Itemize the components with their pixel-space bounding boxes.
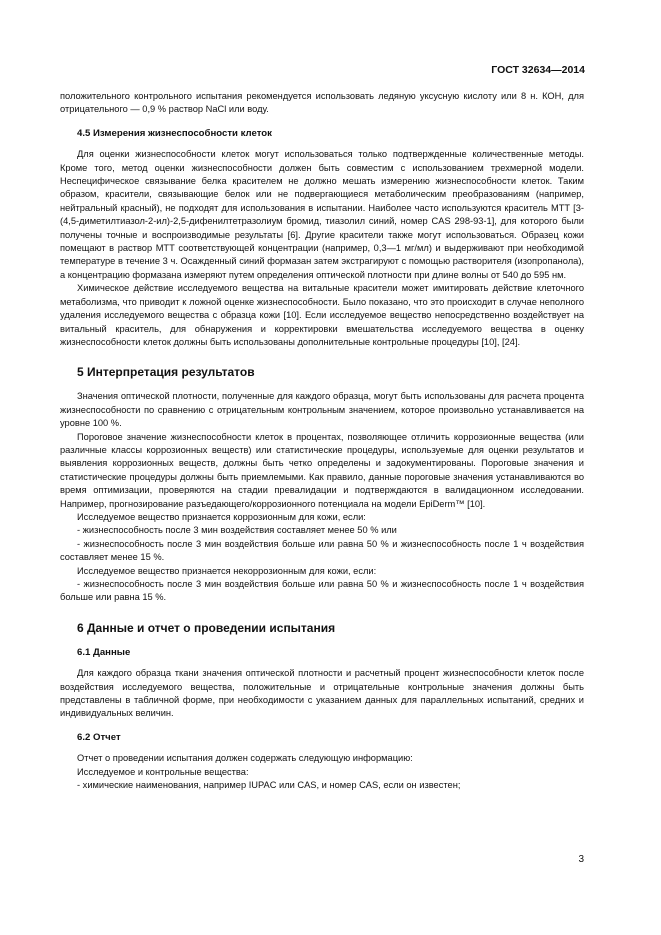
standard-number: ГОСТ 32634—2014 xyxy=(491,64,585,76)
section-4-5-paragraph-2: Химическое действие исследуемого вещества на витальные красители может имитировать действие клеточного метаболизма, что приводит к ложной оценке жизнеспособности. Было показано, что это происходит в случае неполного удаления исследуемого вещества с образца кожи [10]. Если исследуемое вещество непосредственно воздействует на витальный краситель, для обнаружения и корректировки вмешательства исследуемого вещества в оценку жизнеспособности клеток должны быть использованы дополнительные контрольные процедуры [10], [24]. xyxy=(60,283,584,347)
section-5-paragraph-3: Исследуемое вещество признается коррозионным для кожи, если: xyxy=(77,511,366,522)
section-6-2-heading: 6.2 Отчет xyxy=(77,731,121,743)
section-5-paragraph-2: Пороговое значение жизнеспособности клеток в процентах, позволяющее отличить коррозионные вещества (или различные классы коррозионных веществ) или статистические процедуры, используемые для оценки результатов и выявления коррозионных веществ, должны быть четко определены и задокументированы. Пороговые значения и статистические процедуры должны быть приемлемыми. Как правило, данные пороговые значения устанавливаются во время оптимизации, проверяются на стадии превалидации и подтверждаются в валидационном исследовании. Например, прогнозирование разъедающего/коррозионного потенциала на модели EpiDerm™ [10]. xyxy=(60,431,584,509)
section-6-2-paragraph-2: Исследуемое и контрольные вещества: xyxy=(77,766,249,777)
section-5-heading: 5 Интерпретация результатов xyxy=(77,365,255,380)
section-6-1-heading: 6.1 Данные xyxy=(77,646,131,658)
section-4-5-paragraph-1: Для оценки жизнеспособности клеток могут использоваться только подтвержденные количественные методы. Кроме того, метод оценки жизнеспособности должен быть совместим с использованием трехмерной модели. Неспецифическое связывание белка красителем не должно мешать измерению жизнеспособности клеток. Таким образом, красители, связывающие белок или не подвергающиеся метаболическим преобразованиям (например, нейтральный красный), не подходят для использования в испытании. Наиболее часто используются краситель МТТ [3-(4,5-диметилтиазол-2-ил)-2,5-дифенилтетразолиум бромид, тиазолил синий, номер CAS 298-93-1], для которого были получены точные и воспроизводимые результаты [6]. Другие красители также могут использоваться. Образец кожи помещают в раствор МТТ соответствующей концентрации (например, 0,3—1 мг/мл) и выдерживают при необходимой температуре в течение 3 ч. Осажденный синий формазан затем экстрагируют с помощью растворителя (изопропанола), а концентрацию формазана измеряют путем определения оптической плотности при длине волны от 540 до 595 нм. xyxy=(60,149,584,280)
section-5-list-item-2: - жизнеспособность после 3 мин воздействия больше или равна 50 % и жизнеспособность после 1 ч воздействия составляет менее 15 %. xyxy=(60,538,584,563)
section-5-paragraph-1: Значения оптической плотности, полученные для каждого образца, могут быть использованы для расчета процента жизнеспособности по сравнению с отрицательным контрольным значением, которое произвольно устанавливается на уровне 100 %. xyxy=(60,391,584,429)
page-number: 3 xyxy=(578,854,584,865)
section-6-2-list-item-1: - химические наименования, например IUPAC или CAS, и номер CAS, если он известен; xyxy=(77,780,461,791)
section-5-list-item-3: - жизнеспособность после 3 мин воздействия больше или равна 50 % и жизнеспособность после 1 ч воздействия больше или равна 15 %. xyxy=(60,579,584,603)
section-6-2-paragraph-1: Отчет о проведении испытания должен содержать следующую информацию: xyxy=(77,753,413,764)
intro-paragraph: положительного контрольного испытания рекомендуется использовать ледяную уксусную кислоту или 8 н. КОН, для отрицательного — 0,9 % раствор NaCl или воду. xyxy=(60,91,584,115)
section-4-5-heading: 4.5 Измерения жизнеспособности клеток xyxy=(77,127,272,139)
section-6-1-paragraph: Для каждого образца ткани значения оптической плотности и расчетный процент жизнеспособности клеток после воздействия исследуемого вещества, положительные и отрицательные контрольные значения должны быть представлены в табличной форме, при необходимости с указанием данных для параллельных испытаний, средних и индивидуальных величин. xyxy=(60,668,584,719)
section-5-list-item-1: - жизнеспособность после 3 мин воздействия составляет менее 50 % или xyxy=(77,525,397,536)
section-5-paragraph-4: Исследуемое вещество признается некоррозионным для кожи, если: xyxy=(77,565,377,576)
section-6-heading: 6 Данные и отчет о проведении испытания xyxy=(77,620,336,635)
page-content xyxy=(60,90,584,792)
